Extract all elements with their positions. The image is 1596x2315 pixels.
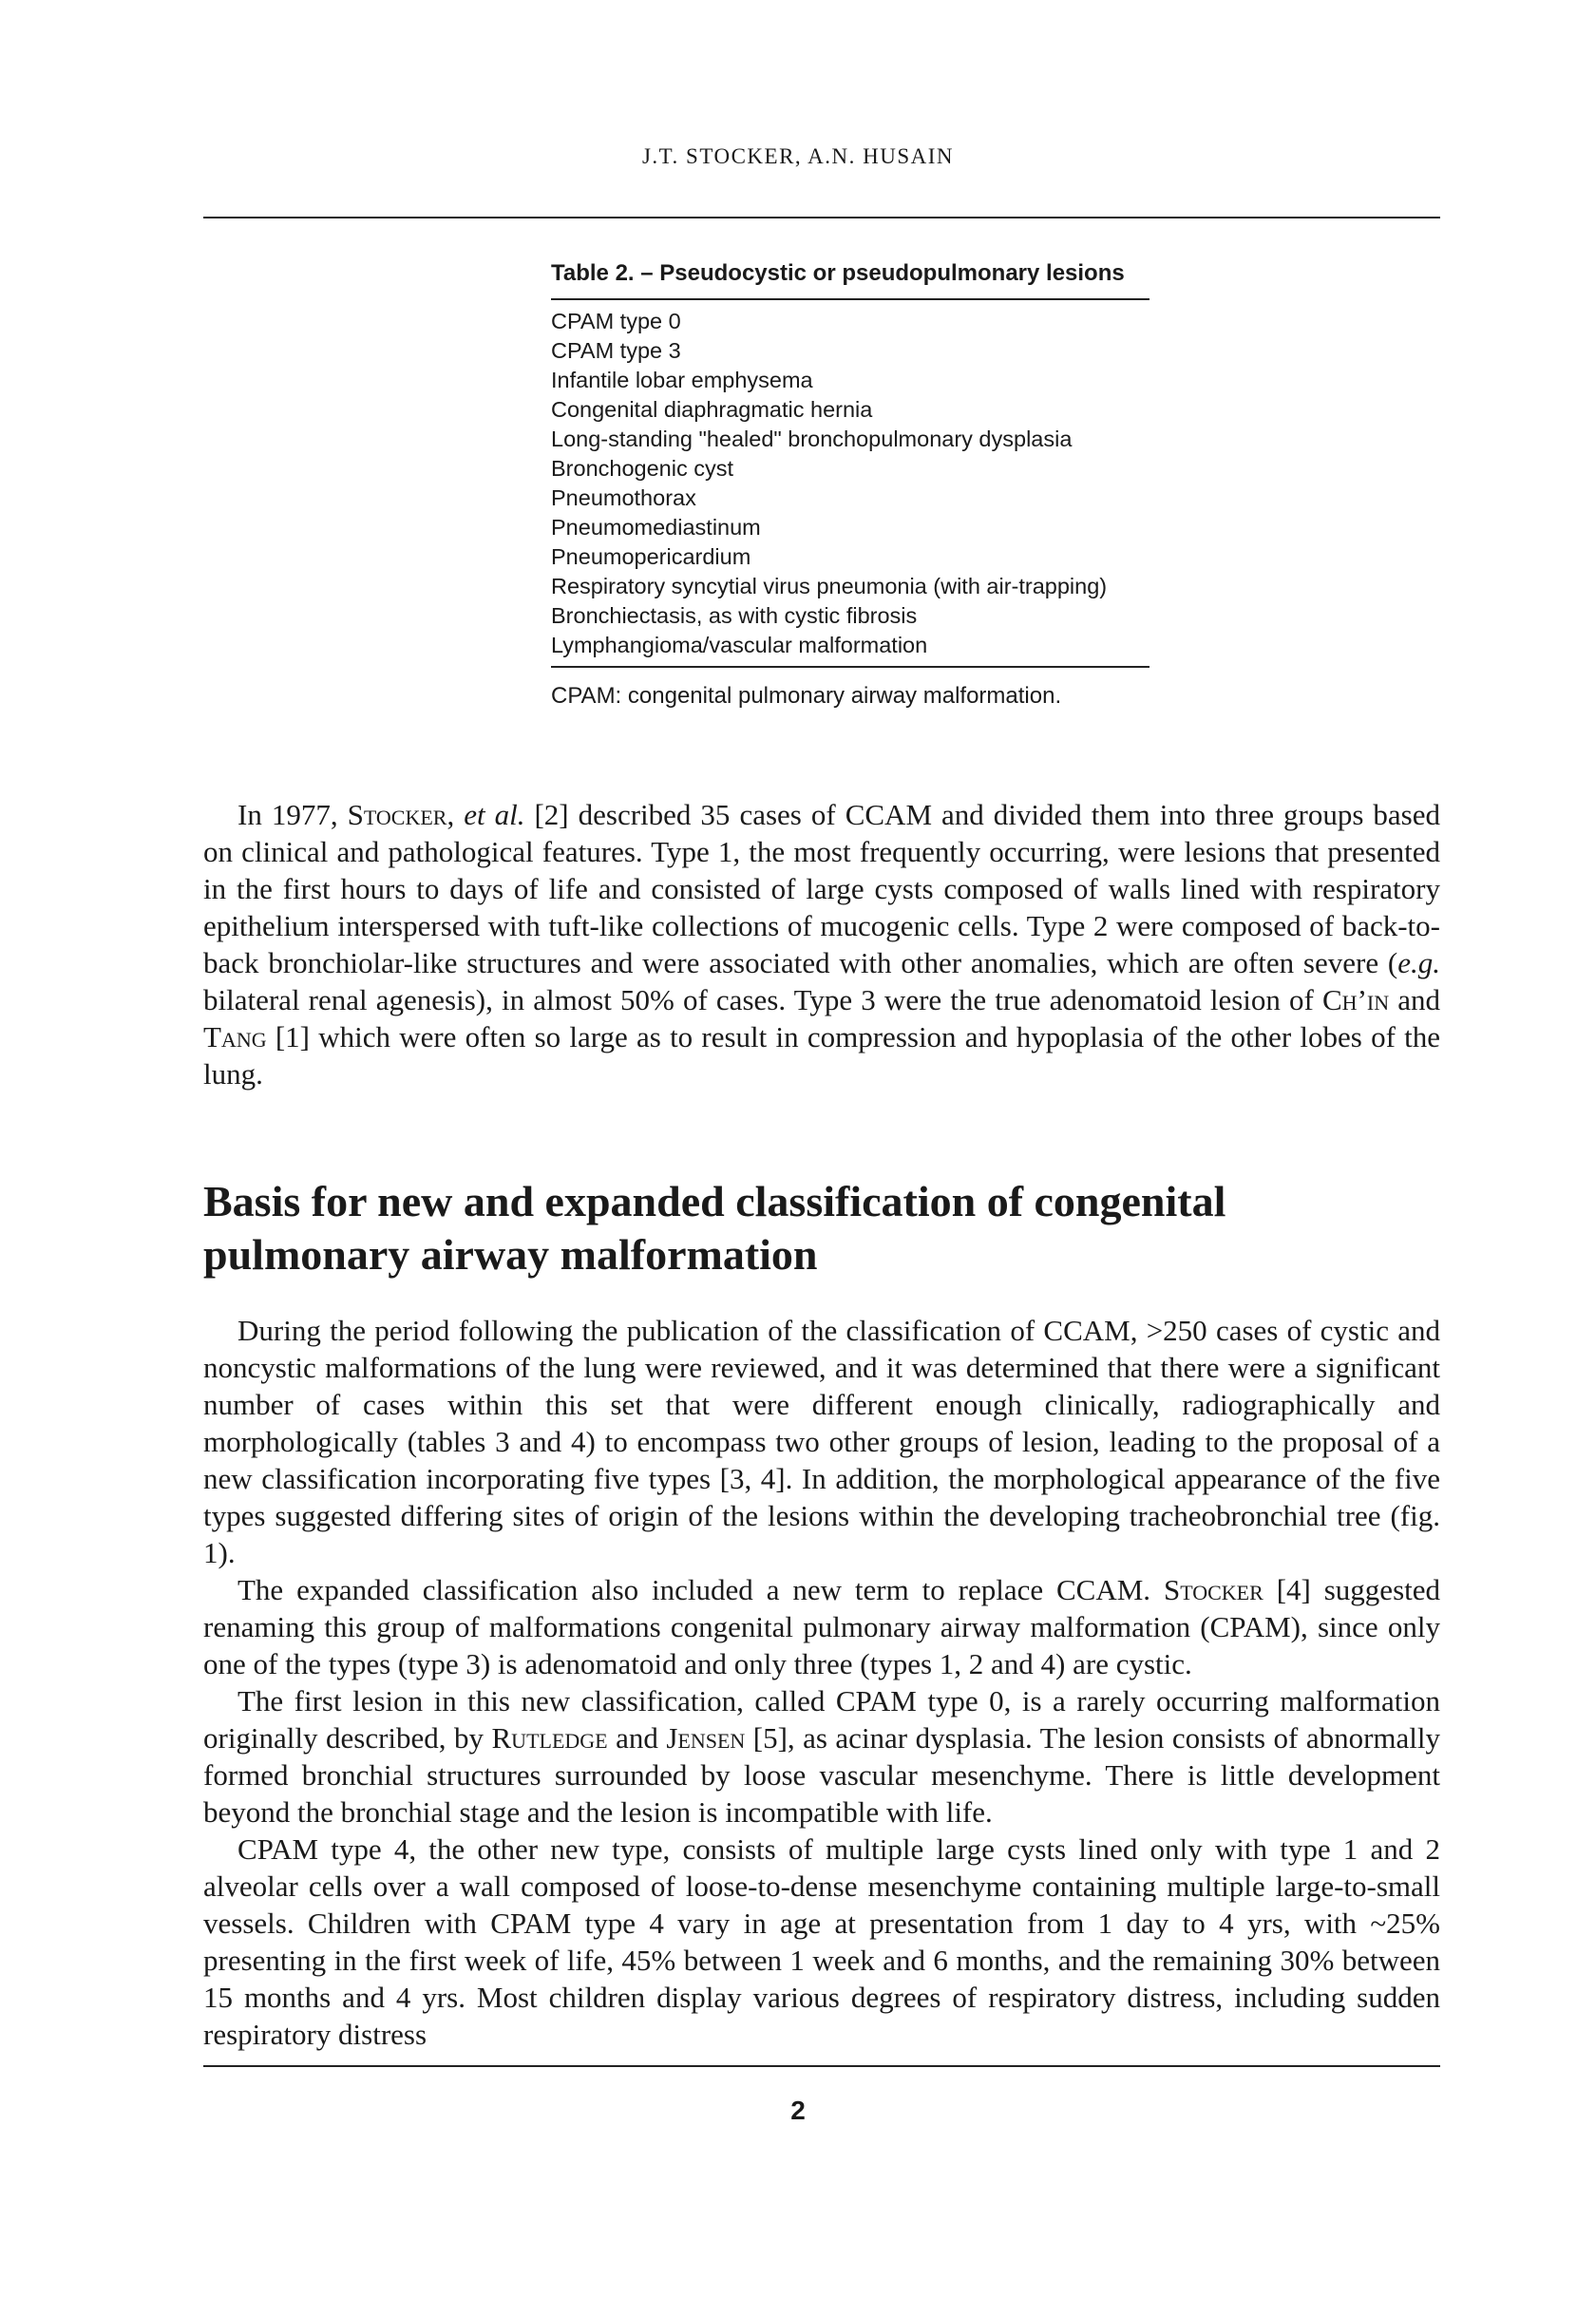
table-row: Pneumopericardium — [551, 544, 751, 569]
text-run: In 1977, — [238, 798, 348, 831]
header-rule — [203, 217, 1440, 218]
text-run: [5], as acinar dysplasia. The lesion consists of abnormally formed bronchial structures surrounded by loose vascular mesenchyme. There is little development beyond the bronchial stage and the lesion is incompatible with life. — [203, 1721, 1440, 1829]
table-row: Pneumomediastinum — [551, 515, 761, 540]
text-run: , — [446, 798, 465, 831]
table-row: Long-standing "healed" bronchopulmonary dysplasia — [551, 427, 1073, 451]
italic-text: et al. — [464, 798, 525, 831]
paragraph — [203, 1682, 1440, 1831]
text-run: The expanded classification also included a new term to replace CCAM. — [238, 1573, 1164, 1606]
table-row: Lymphangioma/vascular malformation — [551, 633, 928, 657]
intro-section — [203, 796, 1440, 1092]
table-body — [551, 300, 1151, 666]
text-run: The first lesion in this new classification, called CPAM type 0, is a rarely occurring malformation originally described, by — [203, 1684, 1440, 1755]
footer-rule — [203, 2065, 1440, 2067]
text-run: and — [1389, 983, 1440, 1016]
table-2 — [551, 260, 1151, 710]
table-row: Bronchogenic cyst — [551, 456, 734, 481]
author-name: Ch’in — [1322, 983, 1390, 1016]
text-run: [2] described 35 cases of CCAM and divided them into three groups based on clinical and pathological features. Type 1, the most frequently occurring, were lesions that presented in the first hours to days of life and consisted of large cysts composed of walls lined with respiratory epithelium interspersed with tuft-like collections of mucogenic cells. Type 2 were composed of back-to-back bronchiolar-like structures and were associated with other anomalies, which are often severe ( — [203, 798, 1440, 979]
author-name: Tang — [203, 1020, 267, 1053]
paragraph — [203, 1571, 1440, 1682]
table-row: Bronchiectasis, as with cystic fibrosis — [551, 603, 918, 628]
table-row: Infantile lobar emphysema — [551, 368, 813, 392]
table-row: Congenital diaphragmatic hernia — [551, 397, 873, 422]
paragraph: During the period following the publication of the classification of CCAM, >250 cases of cystic and noncystic malformations of the lung were reviewed, and it was determined that there were a significant number of cases within this set that were different enough clinically, radiographically and morphologically (tables 3 and 4) to encompass two other groups of lesion, leading to the proposal of a new classification incorporating five types [3, 4]. In addition, the morphological appearance of the five types suggested differing sites of origin of the lesions within the developing tracheobronchial tree (fig. 1). — [203, 1314, 1440, 1569]
text-run: [1] which were often so large as to result in compression and hypoplasia of the other lobes of the lung. — [203, 1020, 1440, 1091]
author-name: Stocker — [1163, 1573, 1264, 1606]
section-heading: Basis for new and expanded classification of congenital pulmonary airway malformation — [203, 1177, 1226, 1279]
table-row: CPAM type 3 — [551, 338, 681, 363]
classification-section — [203, 1312, 1440, 2053]
table-row: Respiratory syncytial virus pneumonia (with air-trapping) — [551, 574, 1108, 598]
text-run: [4] suggested renaming this group of malformations congenital pulmonary airway malformation (CPAM), since only one of the types (type 3) is adenomatoid and only three (types 1, 2 and 4) are cystic. — [203, 1573, 1441, 1680]
running-head: J.T. STOCKER, A.N. HUSAIN — [641, 144, 954, 168]
table-bottom-rule — [551, 666, 1150, 668]
paragraph — [203, 796, 1440, 1092]
text-run: bilateral renal agenesis), in almost 50% of cases. Type 3 were the true adenomatoid lesion of — [203, 983, 1322, 1016]
author-name: Rutledge — [491, 1721, 608, 1755]
table-footnote: CPAM: congenital pulmonary airway malformation. — [551, 683, 1062, 709]
table-row: CPAM type 0 — [551, 309, 681, 333]
italic-text: e.g. — [1397, 946, 1440, 979]
text-run: and — [607, 1721, 667, 1755]
page-number: 2 — [790, 2096, 806, 2125]
author-name: Jensen — [666, 1721, 746, 1755]
paragraph: CPAM type 4, the other new type, consists of multiple large cysts lined only with type 1 and 2 alveolar cells over a wall composed of loose-to-dense mesenchyme containing multiple large-to-small vessels. Children with CPAM type 4 vary in age at presentation from 1 day to 4 yrs, with ~25% presenting in the first week of life, 45% between 1 week and 6 months, and the remaining 30% between 15 months and 4 yrs. Most children display various degrees of respiratory distress, including sudden respiratory distress — [203, 1832, 1440, 2051]
table-caption: Table 2. – Pseudocystic or pseudopulmonary lesions — [551, 260, 1125, 286]
table-row: Pneumothorax — [551, 485, 696, 510]
author-name: Stocker — [347, 798, 447, 831]
